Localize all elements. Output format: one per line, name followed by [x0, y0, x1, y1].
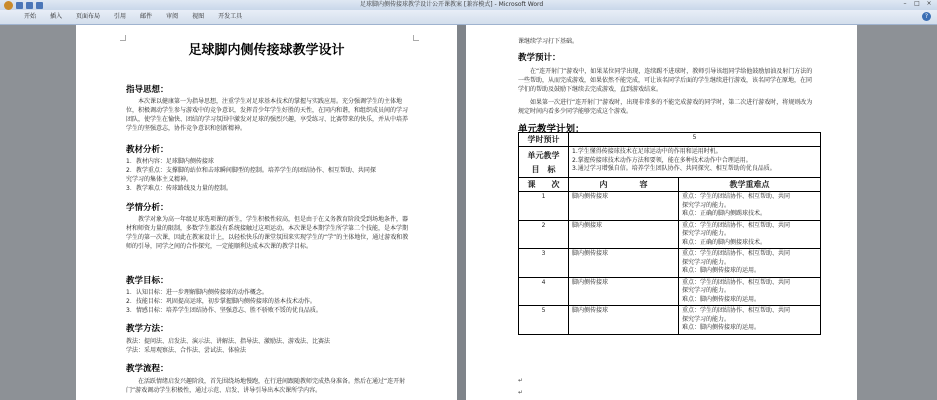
list-item: 1．教材内容：足球脚内侧传接球	[126, 158, 214, 165]
table-cell[interactable]: 脚内侧传接球	[569, 277, 679, 306]
paragraph-mark-icon: ↵	[518, 377, 524, 384]
table-cell	[519, 147, 569, 178]
table-cell[interactable]: 5	[569, 133, 821, 147]
cell-line: 探究学习的能力。	[682, 287, 731, 294]
paragraph: 如果第一次进行“连开射门”游戏时，出现非常多的不能完成游戏的同学时，第二次进行游戏时，将规则改为规定时间内看多少同学能够完成这个游戏。	[518, 99, 813, 115]
tab-review[interactable]: 审阅	[166, 13, 179, 20]
table-row	[519, 249, 821, 278]
cell-line: 难点：正确的脚内侧接球技术。	[682, 238, 767, 246]
table-cell[interactable]: 2	[519, 220, 569, 249]
cell-line: 难点：脚内侧传接球的运用。	[682, 295, 761, 303]
table-cell[interactable]	[679, 306, 821, 335]
cell-line: 探究学习的能力。	[682, 230, 731, 237]
table-row	[519, 306, 821, 335]
paragraph: 教学对象为高一年级足球选项课的新生，学生积极性较高，但是由于在义务教育阶段受到场地条件，器材和师资力量的限制，多数学生都没有系统接触过这项运动。本次课是本期学生所学第二个技能，是本学期学生的第一次课，因此在教案设计上，以轻松快乐的课堂氛围来实现学生的“学”的主体地位，通过游戏和教师的引导，同学之间的合作探究，一定能顺利达成本次课的教学目标。	[126, 216, 409, 250]
tab-insert[interactable]: 插入	[50, 13, 63, 20]
cell-line: 难点：脚内侧传接球的运用。	[682, 324, 761, 331]
table-cell[interactable]	[569, 147, 821, 178]
help-icon[interactable]: ?	[922, 12, 931, 21]
tab-view[interactable]: 视图	[192, 13, 205, 20]
cell-line: 重点：学生的团结协作、相互帮助、共同	[682, 307, 791, 314]
paragraph: 本次课以健康第一为指导思想，注重学生对足球基本技术的掌握与实践应用。充分强调学生的主体地位，积极调动学生参与游戏中的竞争意识，发挥青少年学生好胜的天性，在同内和谐，和组织成员间的学习团队，使学生在愉快、团结的学习氛围中激发对足球的强烈兴趣，享受练习、比赛带来的快乐，并从中培养学生的坚强意志，协作竞争意识和创新精神。	[126, 98, 409, 132]
tab-mailings[interactable]: 邮件	[140, 13, 153, 20]
section-heading: 指导思想：	[126, 85, 169, 95]
cell-line: 目 标	[531, 164, 556, 174]
table-row	[519, 133, 821, 147]
list-item: 2．教学重点：支撑脚的站位和击球瞬间脚型的控制。培养学生的团结协作、相互帮助、共同探	[126, 167, 376, 174]
column-header: 课 次	[519, 178, 569, 192]
paragraph: 在活跃情绪启发兴趣阶段，首先围绕场地慢跑，在行进间跟随教师完成热身准备。然后在通过“连开射门”游戏调动学生积极性，通过示范、启发、讲导引导出本次课所学内容。	[126, 378, 406, 394]
list-item: 究学习的集体主义精神。	[126, 176, 193, 183]
cell-line: 难点：正确的脚内侧踢球技术。	[682, 210, 767, 217]
window-title: 足球脚内侧传接球教学设计公开课教案 [兼容模式] - Microsoft Word	[360, 1, 544, 8]
section-heading: 教学预计：	[518, 53, 561, 63]
document-page-2[interactable]	[466, 25, 857, 400]
tab-home[interactable]: 开始	[24, 13, 37, 20]
list-item: 3．情感目标：培养学生团结协作、坚强意志、胜不骄败不馁的优良品质。	[126, 307, 322, 314]
close-button[interactable]: ×	[926, 0, 932, 7]
table-row	[519, 147, 821, 178]
tab-references[interactable]: 引用	[114, 13, 127, 20]
section-heading: 教材分析：	[126, 145, 169, 155]
paragraph: 课继续学习打下基础。	[518, 38, 579, 45]
paragraph: 在“连开射门”游戏中，如果某位同学出现，连续踢不进球时，教师引导该组同学给他鼓励加油及射门方法的一些帮助，从而完成游戏，如果依然不能完成，可让该名同学后面的学生继续进行游戏，该名同学在原地，在同学们的帮助及鼓励下继续去完成游戏，直到游戏结束。	[518, 68, 813, 93]
ribbon-tabs	[24, 10, 242, 24]
table-cell[interactable]: 脚内侧传接球	[569, 249, 679, 278]
cell-line: 单元教学	[527, 150, 560, 160]
cell-line: 探究学习的能力。	[682, 315, 731, 323]
cell-line: 探究学习的能力。	[682, 258, 731, 266]
list-item: 2．技能目标：巩固提高运球，初步掌握脚内侧传接球的基本技术动作。	[126, 298, 316, 305]
list-item: 学法：采用观察法、合作法、尝试法、体验法	[126, 347, 247, 354]
unit-plan-table	[518, 132, 821, 335]
table-cell[interactable]: 3	[519, 249, 569, 278]
redo-icon[interactable]	[36, 2, 43, 9]
section-heading: 教学方法：	[126, 324, 169, 334]
minimize-button[interactable]: –	[903, 0, 907, 7]
document-title: 足球脚内侧传接球教学设计	[188, 43, 345, 58]
table-cell[interactable]	[679, 249, 821, 278]
table-cell[interactable]: 4	[519, 277, 569, 306]
column-header: 教学重难点	[679, 178, 821, 192]
save-icon[interactable]	[16, 2, 23, 9]
cell-line: 重点：学生的团结协作、相互帮助、共同	[682, 193, 791, 200]
cell-line: 重点：学生的团结协作、相互帮助、共同	[682, 278, 791, 286]
cell-line: 难点：脚内侧传接球的运用。	[682, 267, 761, 274]
maximize-button[interactable]: □	[914, 0, 920, 7]
page-gutter	[457, 25, 466, 400]
quick-access-toolbar	[4, 0, 43, 10]
table-row	[519, 192, 821, 221]
section-heading: 教学目标：	[126, 276, 169, 286]
table-cell[interactable]	[679, 220, 821, 249]
table-row	[519, 220, 821, 249]
title-bar	[0, 0, 937, 10]
table-cell[interactable]	[679, 192, 821, 221]
table-cell[interactable]: 脚内侧传接球	[569, 306, 679, 335]
tab-developer[interactable]: 开发工具	[218, 13, 243, 20]
office-button-icon[interactable]	[4, 1, 13, 10]
list-item: 1．认知目标：进一步理解脚内侧传接球的动作概念。	[126, 289, 268, 296]
cell-line: 1.学生懂得传接球技术在足球运动中的作用和运用时机。	[572, 148, 722, 155]
cell-line: 2.掌握传接球技术动作方法和要领，能在多种技术动作中合理运用。	[572, 156, 752, 164]
table-cell[interactable]: 脚内侧接球	[569, 220, 679, 249]
section-heading: 教学流程：	[126, 364, 169, 374]
window-controls	[900, 0, 934, 8]
list-item: 3．教学难点：传球路线及力量的控制。	[126, 185, 232, 192]
cell-line: 探究学习的能力。	[682, 201, 731, 209]
cell-line: 3.通过学习增强自信。培养学生团队协作、共同探究、相互帮助的优良品质。	[572, 165, 776, 172]
margin-corner	[120, 35, 126, 41]
column-header: 内 容	[569, 178, 679, 192]
section-heading: 学情分析：	[126, 203, 169, 213]
table-cell[interactable]	[679, 277, 821, 306]
paragraph-mark-icon: ↵	[518, 389, 524, 396]
table-cell[interactable]: 1	[519, 192, 569, 221]
list-item: 教法：提问法、启发法、演示法、讲解法、指导法、激励法、游戏法、比赛法	[126, 338, 331, 345]
cell-line: 重点：学生的团结协作、相互帮助、共同	[682, 221, 791, 229]
cell-line: 重点：学生的团结协作、相互帮助、共同	[682, 250, 791, 257]
undo-icon[interactable]	[26, 2, 33, 9]
table-cell[interactable]: 5	[519, 306, 569, 335]
table-row	[519, 178, 821, 192]
document-page-1[interactable]	[76, 25, 457, 400]
section-heading: 单元教学计划：	[518, 124, 585, 135]
table-row	[519, 277, 821, 306]
tab-page-layout[interactable]: 页面布局	[76, 13, 101, 20]
margin-corner	[413, 35, 419, 41]
table-cell[interactable]: 脚内侧传接球	[569, 192, 679, 221]
ribbon	[0, 10, 937, 25]
table-cell: 学时预计	[519, 133, 569, 147]
